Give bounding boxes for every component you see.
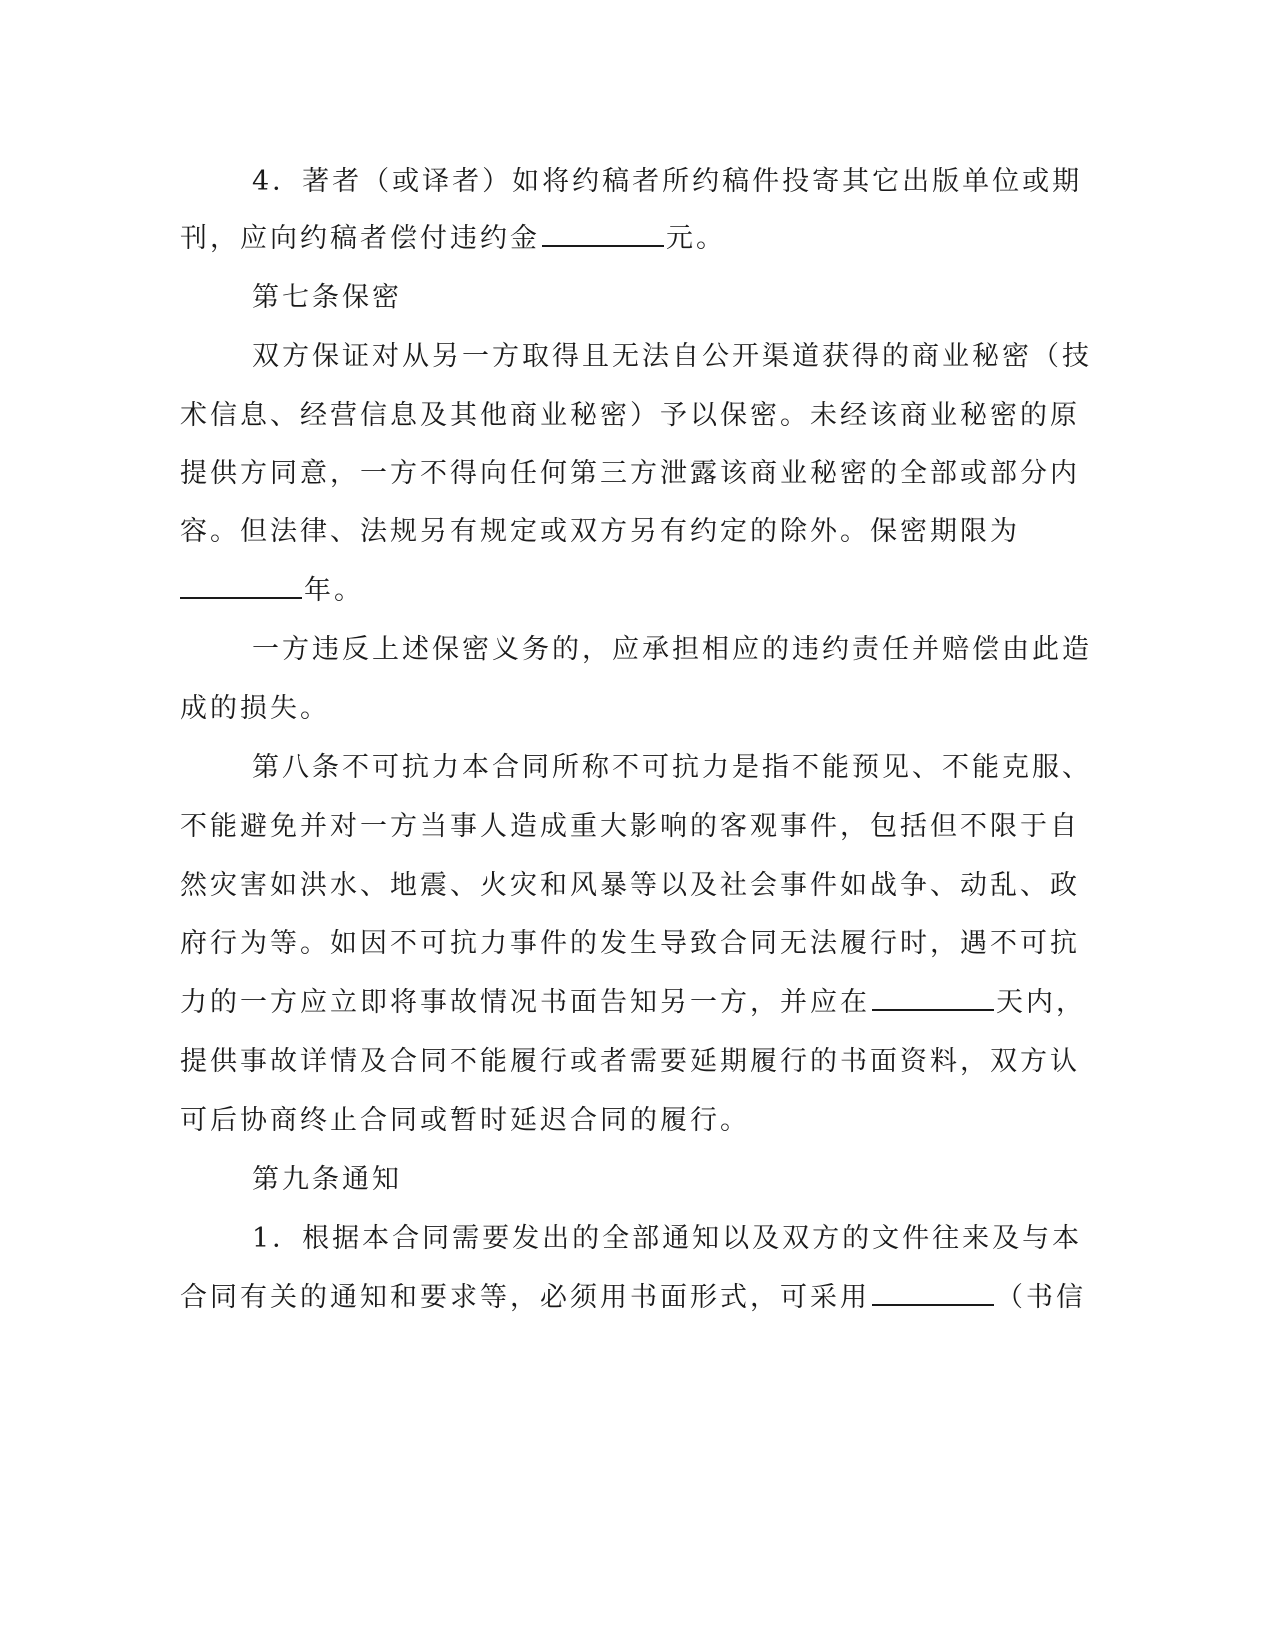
paragraph-line: 一方违反上述保密义务的，应承担相应的违约责任并赔偿由此造 xyxy=(252,634,1092,665)
paragraph-line: 容。但法律、法规另有规定或双方另有约定的除外。保密期限为 xyxy=(180,516,1020,547)
paragraph-line xyxy=(180,217,726,261)
paragraph-line: 然灾害如洪水、地震、火灾和风暴等以及社会事件如战争、动乱、政 xyxy=(180,870,1080,901)
paragraph-line xyxy=(180,981,1086,1025)
paragraph-line: 不能避免并对一方当事人造成重大影响的客观事件，包括但不限于自 xyxy=(180,811,1080,842)
paragraph-line: 提供事故详情及合同不能履行或者需要延期履行的书面资料，双方认 xyxy=(180,1046,1080,1077)
paragraph-line: 府行为等。如因不可抗力事件的发生导致合同无法履行时，遇不可抗 xyxy=(180,928,1080,959)
paragraph-line xyxy=(180,569,364,613)
paragraph-line: 4．著者（或译者）如将约稿者所约稿件投寄其它出版单位或期 xyxy=(252,166,1083,197)
paragraph-line: 术信息、经营信息及其他商业秘密）予以保密。未经该商业秘密的原 xyxy=(180,400,1080,431)
line-text: 元。 xyxy=(666,223,726,254)
paragraph-line xyxy=(180,1276,1086,1320)
paragraph-line: 提供方同意，一方不得向任何第三方泄露该商业秘密的全部或部分内 xyxy=(180,458,1080,489)
line-text: 天内， xyxy=(996,987,1086,1018)
line-text: 刊，应向约稿者偿付违约金 xyxy=(180,223,540,254)
line-text: 年。 xyxy=(304,575,364,606)
paragraph-line: 可后协商终止合同或暂时延迟合同的履行。 xyxy=(180,1105,750,1136)
fill-in-blank-years[interactable] xyxy=(180,569,302,599)
section-heading-7: 第七条保密 xyxy=(252,282,402,313)
line-text: 力的一方应立即将事故情况书面告知另一方，并应在 xyxy=(180,987,870,1018)
fill-in-blank-days[interactable] xyxy=(872,981,994,1011)
paragraph-line: 第八条不可抗力本合同所称不可抗力是指不能预见、不能克服、 xyxy=(252,752,1092,783)
fill-in-blank-method[interactable] xyxy=(872,1276,994,1306)
section-heading-9: 第九条通知 xyxy=(252,1164,402,1195)
paragraph-line: 1．根据本合同需要发出的全部通知以及双方的文件往来及与本 xyxy=(252,1223,1083,1254)
line-text: 合同有关的通知和要求等，必须用书面形式，可采用 xyxy=(180,1282,870,1313)
paragraph-line: 双方保证对从另一方取得且无法自公开渠道获得的商业秘密（技 xyxy=(252,341,1092,372)
paragraph-line: 成的损失。 xyxy=(180,693,330,724)
line-text: （书信 xyxy=(996,1282,1086,1313)
fill-in-blank-amount[interactable] xyxy=(542,217,664,247)
